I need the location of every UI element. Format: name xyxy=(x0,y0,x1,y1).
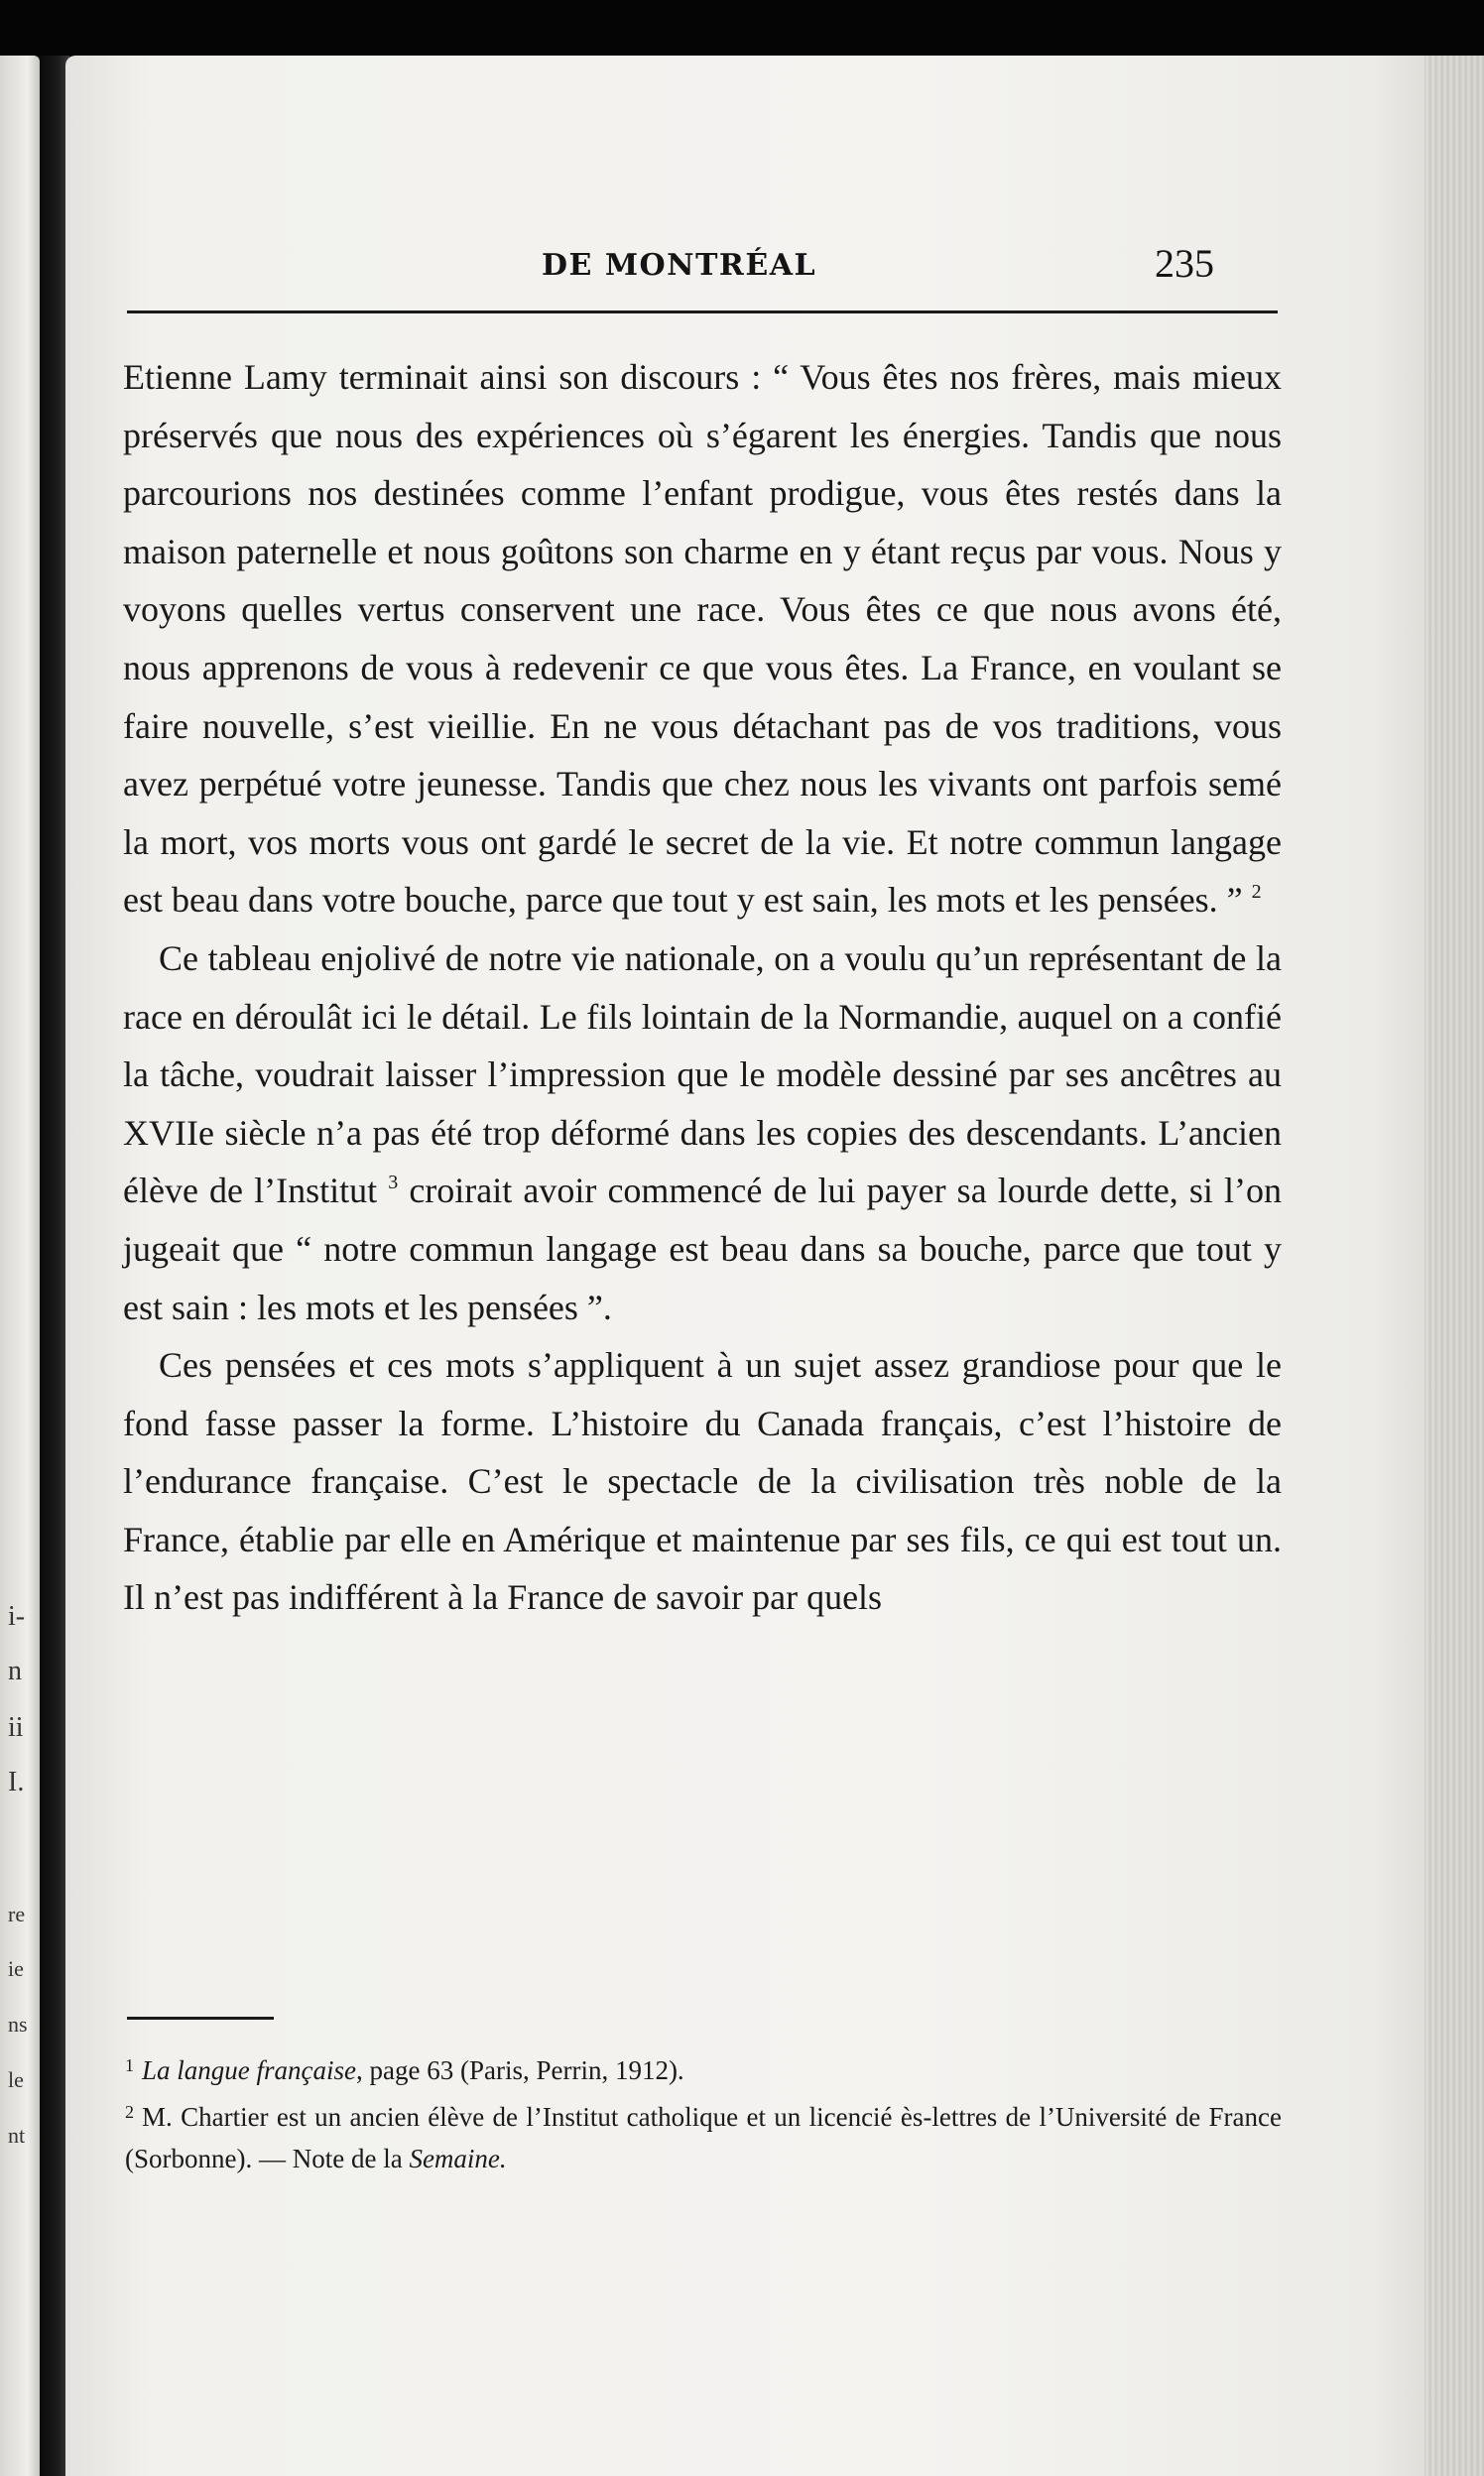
page-number: 235 xyxy=(1155,241,1214,286)
running-head xyxy=(65,192,1281,286)
header-rule xyxy=(127,310,1278,313)
paragraph-text: croirait avoir commencé de lui payer sa lourde dette, si l’on jugeait que “ notre commun langage est beau dans sa bouche, parce que tout y est sain : les mots et les pensées ”. xyxy=(123,1171,1283,1327)
page-stack-edge xyxy=(1424,56,1484,2476)
paragraph xyxy=(123,1336,1282,1627)
prev-page-fragment: le xyxy=(8,2067,24,2092)
footnote-rule xyxy=(127,2017,274,2020)
footnote-ref: 3 xyxy=(388,1172,399,1194)
prev-page-fragment: ii xyxy=(8,1712,24,1743)
scan-top-border xyxy=(0,0,1484,62)
prev-page-fragment: re xyxy=(8,1902,26,1926)
footnotes xyxy=(125,2044,1282,2179)
paragraph xyxy=(123,929,1282,1336)
footnote-text: M. Chartier est un ancien élève de l’Institut catholique et un licencié ès-lettres de l’Université de France (Sorbonne). — Note de la xyxy=(125,2102,1282,2173)
paragraph-text: Etienne Lamy terminait ainsi son discours : “ Vous êtes nos frères, mais mieux préservés que nous des expériences où s’égarent les énergies. Tandis que nous parcourions nos destinées comme l’enfant prodigue, vous êtes restés dans la maison paternelle et nous goûtons son charme en y étant reçus par vous. Nous y voyons quelles vertus conservent une race. Vous êtes ce que nous avons été, nous apprenons de vous à redevenir ce que vous êtes. La France, en voulant se faire nouvelle, s’est vieillie. En ne vous détachant pas de vos traditions, vous avez perpétué votre jeunesse. Tandis que chez nous les vivants ont parfois semé la mort, vos morts vous ont gardé le secret de la vie. Et notre commun langage est beau dans votre bouche, parce que tout y est sain, les mots et les pensées. ” xyxy=(123,357,1282,921)
prev-page-fragment: nt xyxy=(8,2123,26,2148)
footnote-title: La langue française xyxy=(142,2055,356,2085)
footnote-italic: Semaine. xyxy=(409,2144,507,2173)
footnote xyxy=(125,2091,1282,2179)
previous-page-edge xyxy=(0,56,40,2476)
body-text xyxy=(123,348,1282,1627)
prev-page-fragment: n xyxy=(8,1656,22,1686)
prev-page-fragment: ns xyxy=(8,2012,28,2037)
running-head-title: DE MONTRÉAL xyxy=(542,248,817,283)
paragraph-text: Ces pensées et ces mots s’appliquent à un sujet assez grandiose pour que le fond fasse passer la forme. L’histoire du Canada français, c’est l’histoire de l’endurance française. C’est le spectacle de la civilisation très noble de la France, établie par elle en Amérique et maintenue par ses fils, ce qui est tout un. Il n’est pas indifférent à la France de savoir par quels xyxy=(123,1345,1282,1618)
footnote-marker: 1 xyxy=(125,2055,134,2075)
prev-page-fragment: i- xyxy=(8,1601,26,1632)
footnote xyxy=(125,2044,1282,2091)
footnote-marker: 2 xyxy=(125,2102,134,2122)
paragraph-text: Ce tableau enjolivé de notre vie nationale, on a voulu qu’un représentant de la race en déroulât ici le détail. Le fils lointain de la Normandie, auquel on a confié la tâche, voudrait laisser l’impression que le modèle dessiné par ses ancêtres au XVIIe siècle n’a pas été trop déformé dans les copies des descendants. L’ancien élève de l’Institut xyxy=(123,937,1282,1211)
prev-page-fragment: I. xyxy=(8,1767,25,1797)
footnote-text: , page 63 (Paris, Perrin, 1912). xyxy=(356,2055,684,2085)
footnote-ref: 2 xyxy=(1251,881,1262,904)
prev-page-fragment: ie xyxy=(8,1956,24,1981)
book-page xyxy=(65,56,1484,2476)
paragraph xyxy=(123,348,1282,929)
